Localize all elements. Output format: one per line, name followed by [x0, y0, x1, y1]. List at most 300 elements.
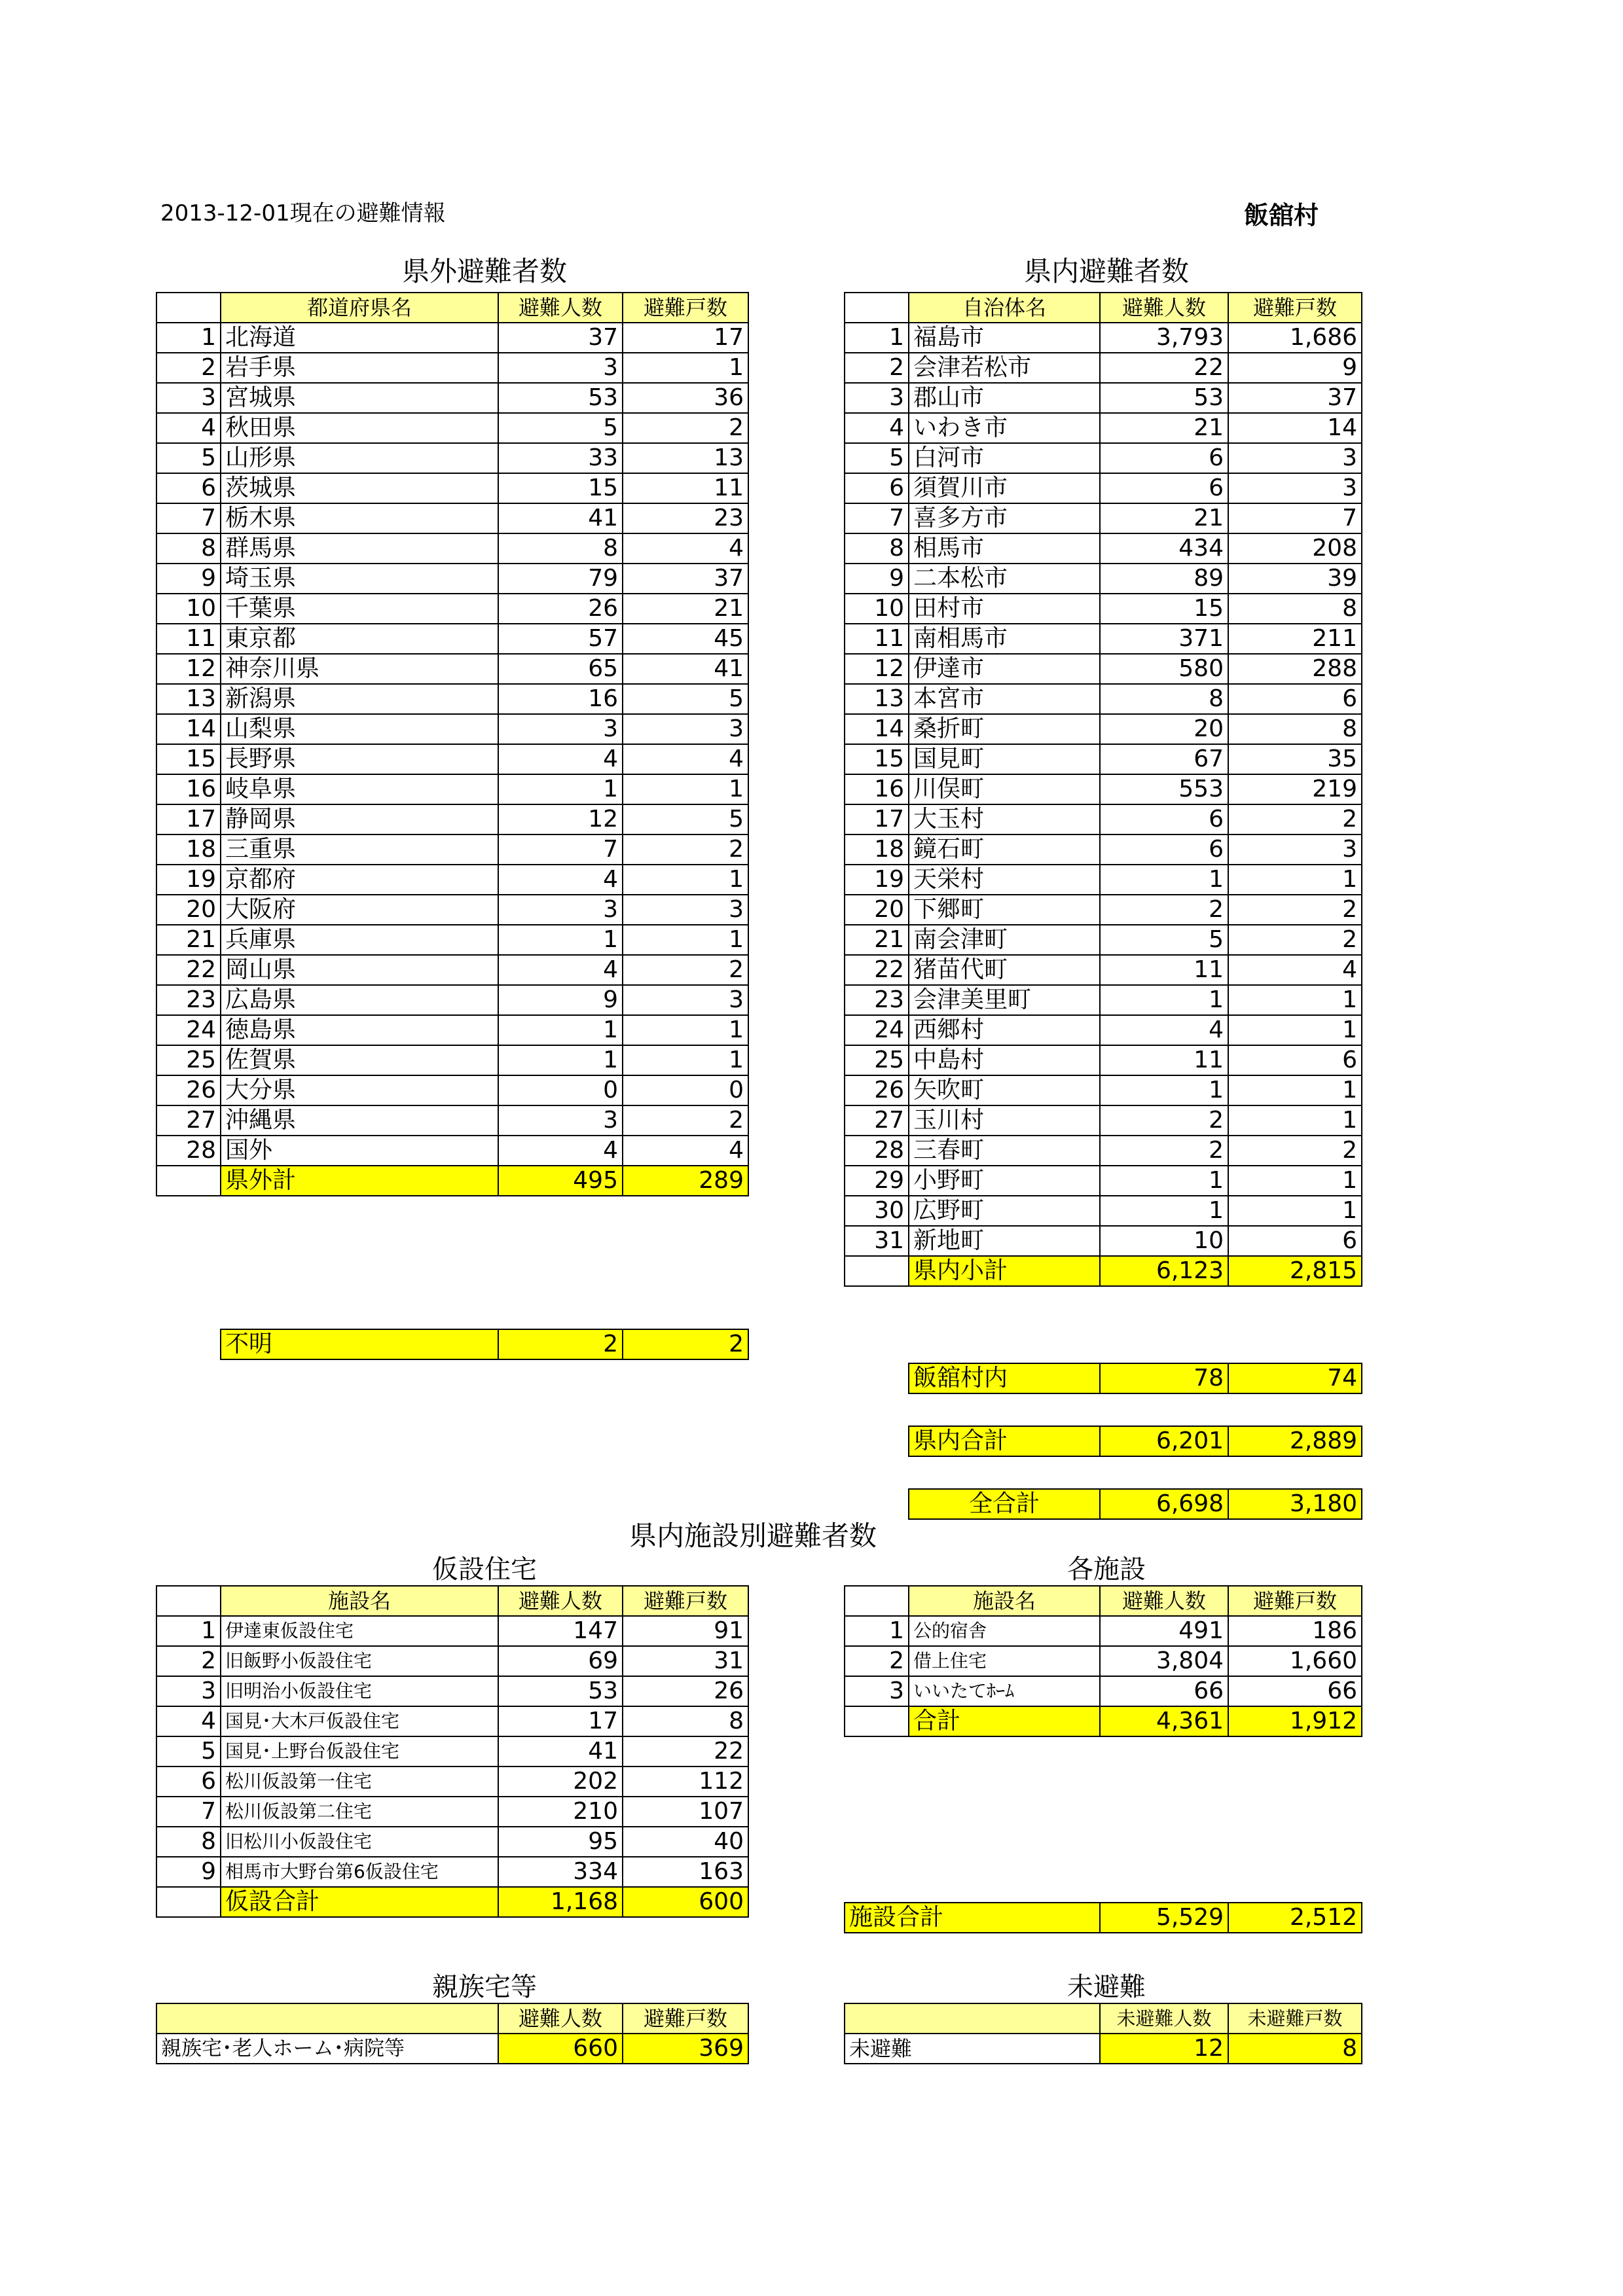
row-households: 1: [1228, 1196, 1362, 1226]
row-name: 兵庫県: [221, 925, 498, 955]
row-households: 219: [1228, 774, 1362, 804]
table-row: [156, 1767, 748, 1797]
not-evacuated-people: 12: [1100, 2034, 1228, 2064]
row-number: 12: [845, 654, 909, 684]
outside-title: 県外避難者数: [401, 255, 567, 287]
total-row: [845, 1256, 1362, 1286]
row-number: 19: [845, 865, 909, 895]
table-row: [156, 473, 748, 503]
row-households: 1: [623, 865, 748, 895]
row-households: 91: [623, 1616, 748, 1646]
row-people: 1: [498, 925, 623, 955]
row-name: 須賀川市: [909, 473, 1100, 503]
row-number: 2: [845, 1646, 909, 1676]
row-households: 66: [1228, 1676, 1362, 1706]
row-number: 9: [845, 564, 909, 594]
table-row: [156, 1827, 748, 1857]
table-row: [156, 1857, 748, 1887]
facility-total-households: 2,512: [1228, 1903, 1362, 1933]
table-row: [156, 1105, 748, 1136]
table-row: [156, 383, 748, 413]
row-number: 4: [845, 413, 909, 443]
row-name: 旧明治小仮設住宅: [221, 1676, 498, 1706]
row-name: 大阪府: [221, 895, 498, 925]
row-people: 4: [498, 744, 623, 774]
row-people: 2: [1100, 1105, 1228, 1136]
row-number: 8: [845, 533, 909, 564]
row-name: 静岡県: [221, 804, 498, 834]
table-row: [156, 654, 748, 684]
header-people: 避難人数: [498, 293, 623, 323]
table-row: [845, 383, 1362, 413]
row-name: 広島県: [221, 985, 498, 1015]
total-people: 1,168: [498, 1887, 623, 1917]
table-row: [156, 804, 748, 834]
row-people: 3,804: [1100, 1646, 1228, 1676]
grand-total-name: 全合計: [909, 1489, 1100, 1519]
table-row: [156, 774, 748, 804]
row-number: 11: [845, 624, 909, 654]
row-people: 7: [498, 834, 623, 865]
each-facility-table: [844, 1585, 1362, 1737]
row-name: 三重県: [221, 834, 498, 865]
row-households: 6: [1228, 1045, 1362, 1075]
table-row: [156, 834, 748, 865]
row-name: 山梨県: [221, 714, 498, 744]
table-row: [845, 1015, 1362, 1045]
not-evacuated-header-households: 未避難戸数: [1228, 2003, 1362, 2034]
row-name: 東京都: [221, 624, 498, 654]
row-people: 434: [1100, 533, 1228, 564]
row-name: 借上住宅: [909, 1646, 1100, 1676]
unknown-people: 2: [498, 1329, 623, 1359]
row-name: 田村市: [909, 594, 1100, 624]
table-row: [845, 594, 1362, 624]
row-people: 1: [498, 774, 623, 804]
row-number: 4: [156, 1706, 221, 1736]
row-name: 神奈川県: [221, 654, 498, 684]
row-number: 15: [845, 744, 909, 774]
total-households: 1,912: [1228, 1706, 1362, 1736]
row-name: 伊達東仮設住宅: [221, 1616, 498, 1646]
row-name: 天栄村: [909, 865, 1100, 895]
row-households: 8: [1228, 714, 1362, 744]
row-name: 国見･上野台仮設住宅: [221, 1736, 498, 1767]
row-people: 53: [1100, 383, 1228, 413]
row-number: 5: [845, 443, 909, 473]
row-number: 6: [156, 473, 221, 503]
total-people: 495: [498, 1166, 623, 1196]
relatives-name: 親族宅･老人ホーム･病院等: [156, 2034, 498, 2064]
row-name: 玉川村: [909, 1105, 1100, 1136]
unknown-table: [220, 1329, 749, 1360]
row-number: 8: [156, 1827, 221, 1857]
table-row: [156, 1616, 748, 1646]
inside-header-row: [845, 293, 1362, 323]
table-row: [845, 834, 1362, 865]
row-name: 国見町: [909, 744, 1100, 774]
relatives-households: 369: [623, 2034, 748, 2064]
table-row: [845, 1045, 1362, 1075]
row-number: 27: [156, 1105, 221, 1136]
row-households: 1: [623, 774, 748, 804]
row-number: 17: [156, 804, 221, 834]
row-number: 25: [156, 1045, 221, 1075]
row-number: 9: [156, 1857, 221, 1887]
table-row: [156, 744, 748, 774]
table-row: [156, 1706, 748, 1736]
table-row: [156, 1676, 748, 1706]
total-blank-cell: [156, 1166, 221, 1196]
table-row: [156, 684, 748, 714]
row-number: 2: [156, 353, 221, 383]
pref-total-households: 2,889: [1228, 1426, 1362, 1456]
row-name: 大玉村: [909, 804, 1100, 834]
row-name: 沖縄県: [221, 1105, 498, 1136]
row-people: 4: [498, 955, 623, 985]
table-row: [156, 955, 748, 985]
row-name: 南会津町: [909, 925, 1100, 955]
row-households: 35: [1228, 744, 1362, 774]
row-households: 2: [623, 413, 748, 443]
row-people: 1: [498, 1045, 623, 1075]
row-people: 334: [498, 1857, 623, 1887]
row-number: 25: [845, 1045, 909, 1075]
row-people: 22: [1100, 353, 1228, 383]
row-households: 37: [623, 564, 748, 594]
table-row: [156, 1045, 748, 1075]
row-people: 8: [498, 533, 623, 564]
row-people: 4: [1100, 1015, 1228, 1045]
each-facility-title: 各施設: [1067, 1554, 1146, 1585]
row-number: 16: [156, 774, 221, 804]
outside-header-row: [156, 293, 748, 323]
row-households: 0: [623, 1075, 748, 1105]
header-people: 避難人数: [1100, 293, 1228, 323]
row-name: 岡山県: [221, 955, 498, 985]
total-name: 合計: [909, 1706, 1100, 1736]
table-row: [156, 594, 748, 624]
row-number: 18: [845, 834, 909, 865]
relatives-header-blank: [156, 2003, 498, 2034]
grand-total-households: 3,180: [1228, 1489, 1362, 1519]
row-number: 1: [156, 1616, 221, 1646]
row-households: 8: [1228, 594, 1362, 624]
row-people: 553: [1100, 774, 1228, 804]
row-people: 5: [1100, 925, 1228, 955]
row-name: 山形県: [221, 443, 498, 473]
row-number: 30: [845, 1196, 909, 1226]
row-number: 3: [845, 383, 909, 413]
row-name: いいたてﾎｰﾑ: [909, 1676, 1100, 1706]
table-row: [156, 714, 748, 744]
row-households: 3: [1228, 473, 1362, 503]
row-number: 18: [156, 834, 221, 865]
row-name: 松川仮設第二住宅: [221, 1797, 498, 1827]
row-number: 10: [156, 594, 221, 624]
table-row: [845, 774, 1362, 804]
header-households: 避難戸数: [1228, 293, 1362, 323]
row-people: 3: [498, 353, 623, 383]
row-people: 210: [498, 1797, 623, 1827]
row-number: 21: [845, 925, 909, 955]
row-number: 14: [156, 714, 221, 744]
header-no: [845, 293, 909, 323]
row-name: 広野町: [909, 1196, 1100, 1226]
row-people: 33: [498, 443, 623, 473]
row-households: 1,660: [1228, 1646, 1362, 1676]
total-name: 仮設合計: [221, 1887, 498, 1917]
row-households: 1: [623, 925, 748, 955]
row-name: 南相馬市: [909, 624, 1100, 654]
row-number: 2: [845, 353, 909, 383]
temporary-header-row: [156, 1586, 748, 1616]
row-people: 3: [498, 895, 623, 925]
inside-title: 県内避難者数: [1023, 255, 1189, 287]
table-row: [845, 1166, 1362, 1196]
row-name: 秋田県: [221, 413, 498, 443]
header-no: [156, 293, 221, 323]
row-name: 旧松川小仮設住宅: [221, 1827, 498, 1857]
row-name: 国外: [221, 1136, 498, 1166]
row-name: 鏡石町: [909, 834, 1100, 865]
row-people: 41: [498, 1736, 623, 1767]
not-evacuated-row: [845, 2034, 1362, 2064]
table-row: [845, 1676, 1362, 1706]
row-people: 53: [498, 1676, 623, 1706]
row-people: 89: [1100, 564, 1228, 594]
row-people: 3,793: [1100, 323, 1228, 353]
total-people: 6,123: [1100, 1256, 1228, 1286]
row-households: 3: [1228, 834, 1362, 865]
row-households: 1: [623, 353, 748, 383]
row-number: 23: [845, 985, 909, 1015]
row-households: 211: [1228, 624, 1362, 654]
row-households: 288: [1228, 654, 1362, 684]
row-people: 37: [498, 323, 623, 353]
each-header-row: [845, 1586, 1362, 1616]
row-people: 4: [498, 1136, 623, 1166]
row-number: 14: [845, 714, 909, 744]
row-name: 西郷村: [909, 1015, 1100, 1045]
row-households: 4: [623, 1136, 748, 1166]
row-people: 26: [498, 594, 623, 624]
row-households: 1: [1228, 865, 1362, 895]
row-number: 13: [156, 684, 221, 714]
row-people: 371: [1100, 624, 1228, 654]
row-people: 1: [1100, 1166, 1228, 1196]
row-number: 1: [156, 323, 221, 353]
total-row: [845, 1706, 1362, 1736]
table-row: [845, 804, 1362, 834]
grand-total-people: 6,698: [1100, 1489, 1228, 1519]
row-name: 相馬市: [909, 533, 1100, 564]
total-name: 県外計: [221, 1166, 498, 1196]
not-evacuated-households: 8: [1228, 2034, 1362, 2064]
table-row: [845, 1105, 1362, 1136]
row-number: 17: [845, 804, 909, 834]
row-number: 28: [845, 1136, 909, 1166]
table-row: [156, 564, 748, 594]
row-households: 2: [1228, 895, 1362, 925]
header-people: 避難人数: [1100, 1586, 1228, 1616]
row-households: 41: [623, 654, 748, 684]
row-name: 群馬県: [221, 533, 498, 564]
row-number: 22: [845, 955, 909, 985]
row-households: 1: [1228, 1075, 1362, 1105]
row-name: 公的宿舎: [909, 1616, 1100, 1646]
row-name: 本宮市: [909, 684, 1100, 714]
row-households: 3: [1228, 443, 1362, 473]
row-people: 6: [1100, 804, 1228, 834]
relatives-header-households: 避難戸数: [623, 2003, 748, 2034]
table-row: [156, 1646, 748, 1676]
row-number: 19: [156, 865, 221, 895]
row-people: 0: [498, 1075, 623, 1105]
row-number: 11: [156, 624, 221, 654]
row-number: 21: [156, 925, 221, 955]
table-row: [845, 714, 1362, 744]
table-row: [845, 744, 1362, 774]
table-row: [156, 1136, 748, 1166]
village-inside-name: 飯舘村内: [909, 1363, 1100, 1393]
row-name: 徳島県: [221, 1015, 498, 1045]
grand-total-table: [908, 1488, 1362, 1520]
row-number: 1: [845, 323, 909, 353]
total-name: 県内小計: [909, 1256, 1100, 1286]
row-people: 202: [498, 1767, 623, 1797]
row-people: 2: [1100, 1136, 1228, 1166]
row-name: 川俣町: [909, 774, 1100, 804]
row-number: 3: [156, 383, 221, 413]
row-people: 53: [498, 383, 623, 413]
row-people: 6: [1100, 473, 1228, 503]
row-people: 41: [498, 503, 623, 533]
row-households: 2: [623, 1105, 748, 1136]
table-row: [845, 925, 1362, 955]
facility-total-table: [844, 1902, 1362, 1933]
row-households: 107: [623, 1797, 748, 1827]
row-number: 10: [845, 594, 909, 624]
table-row: [845, 955, 1362, 985]
table-row: [845, 323, 1362, 353]
unknown-households: 2: [623, 1329, 748, 1359]
row-number: 6: [845, 473, 909, 503]
facility-total-name: 施設合計: [845, 1903, 1100, 1933]
row-number: 3: [156, 1676, 221, 1706]
table-row: [156, 865, 748, 895]
table-row: [845, 865, 1362, 895]
table-row: [156, 413, 748, 443]
row-households: 8: [623, 1706, 748, 1736]
outside-table: [156, 292, 749, 1196]
header-name: 施設名: [221, 1586, 498, 1616]
pref-total-name: 県内合計: [909, 1426, 1100, 1456]
pref-total-people: 6,201: [1100, 1426, 1228, 1456]
row-people: 580: [1100, 654, 1228, 684]
row-households: 4: [623, 533, 748, 564]
table-row: [156, 925, 748, 955]
table-row: [845, 564, 1362, 594]
row-households: 45: [623, 624, 748, 654]
table-row: [156, 323, 748, 353]
total-blank-cell: [156, 1887, 221, 1917]
row-households: 39: [1228, 564, 1362, 594]
row-households: 4: [623, 744, 748, 774]
row-people: 66: [1100, 1676, 1228, 1706]
row-name: 岩手県: [221, 353, 498, 383]
row-households: 2: [623, 834, 748, 865]
row-people: 6: [1100, 443, 1228, 473]
row-name: 茨城県: [221, 473, 498, 503]
row-people: 1: [498, 1015, 623, 1045]
row-number: 16: [845, 774, 909, 804]
header-households: 避難戸数: [623, 293, 748, 323]
row-name: 矢吹町: [909, 1075, 1100, 1105]
row-people: 16: [498, 684, 623, 714]
table-row: [156, 503, 748, 533]
row-households: 37: [1228, 383, 1362, 413]
row-number: 13: [845, 684, 909, 714]
row-households: 112: [623, 1767, 748, 1797]
relatives-row: [156, 2034, 748, 2064]
row-households: 40: [623, 1827, 748, 1857]
row-name: 福島市: [909, 323, 1100, 353]
table-row: [845, 353, 1362, 383]
row-households: 7: [1228, 503, 1362, 533]
row-households: 2: [623, 955, 748, 985]
row-number: 24: [156, 1015, 221, 1045]
row-households: 11: [623, 473, 748, 503]
header-people: 避難人数: [498, 1586, 623, 1616]
pref-total-table: [908, 1426, 1362, 1457]
row-number: 2: [156, 1646, 221, 1676]
table-row: [845, 654, 1362, 684]
village-inside-table: [908, 1363, 1362, 1394]
row-number: 20: [845, 895, 909, 925]
row-households: 26: [623, 1676, 748, 1706]
header-name: 施設名: [909, 1586, 1100, 1616]
row-name: 大分県: [221, 1075, 498, 1105]
row-people: 6: [1100, 834, 1228, 865]
row-households: 21: [623, 594, 748, 624]
village-inside-row: [909, 1363, 1362, 1393]
header-no: [845, 1586, 909, 1616]
row-name: 会津美里町: [909, 985, 1100, 1015]
table-row: [845, 624, 1362, 654]
village-inside-households: 74: [1228, 1363, 1362, 1393]
row-people: 21: [1100, 413, 1228, 443]
total-people: 4,361: [1100, 1706, 1228, 1736]
row-number: 23: [156, 985, 221, 1015]
row-households: 3: [623, 985, 748, 1015]
row-households: 3: [623, 714, 748, 744]
table-row: [845, 1136, 1362, 1166]
row-people: 17: [498, 1706, 623, 1736]
row-households: 5: [623, 804, 748, 834]
row-households: 1: [1228, 1166, 1362, 1196]
row-number: 8: [156, 533, 221, 564]
row-name: 岐阜県: [221, 774, 498, 804]
relatives-title: 親族宅等: [432, 1972, 537, 2002]
row-households: 36: [623, 383, 748, 413]
row-people: 3: [498, 714, 623, 744]
row-households: 31: [623, 1646, 748, 1676]
row-people: 11: [1100, 955, 1228, 985]
row-people: 8: [1100, 684, 1228, 714]
not-evacuated-table: [844, 2003, 1362, 2064]
table-row: [845, 684, 1362, 714]
